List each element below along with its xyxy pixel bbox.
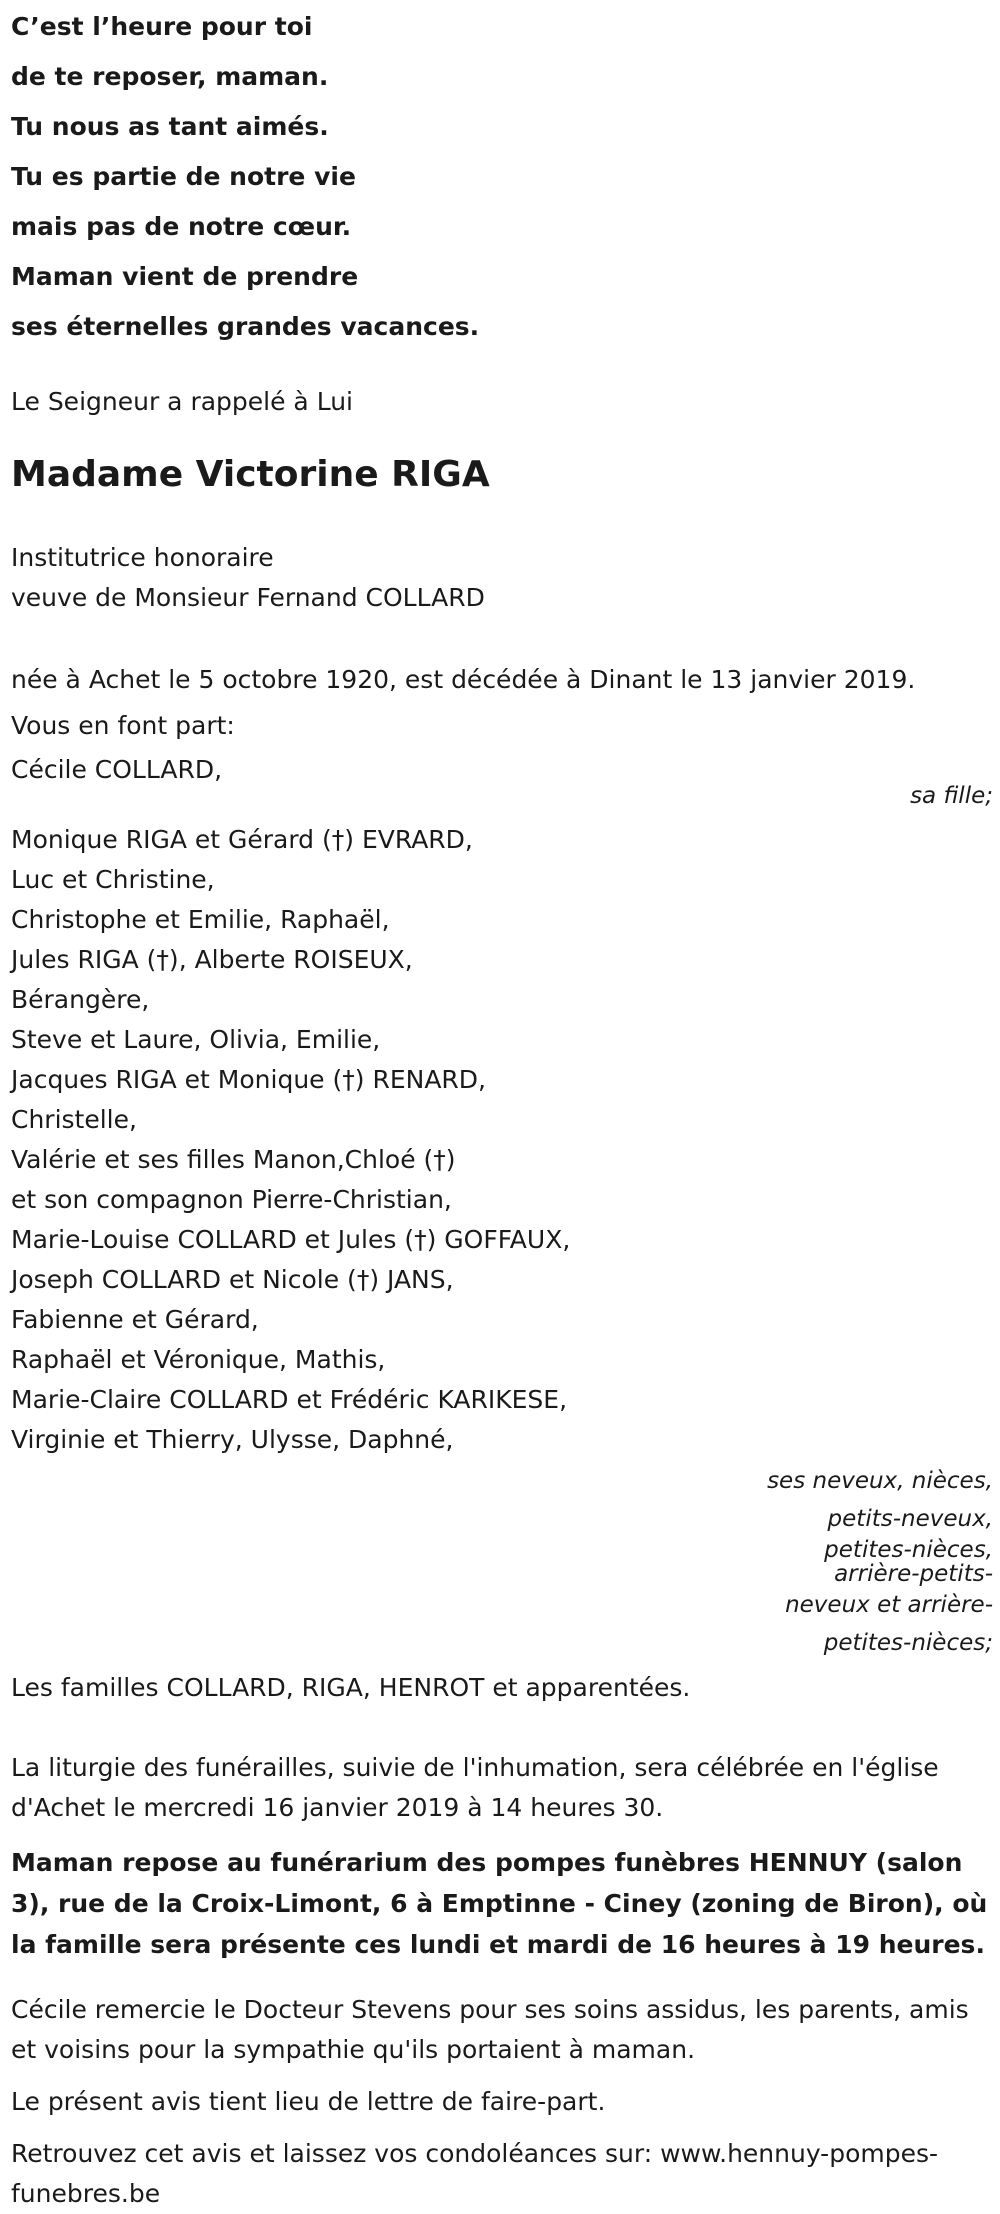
- relative-line: Valérie et ses filles Manon,Chloé (†): [11, 1145, 456, 1174]
- poem: [11, 2, 993, 352]
- website-line: Retrouvez cet avis et laissez vos condoléances sur: www.hennuy-pompes-funebres.be: [11, 2139, 939, 2208]
- role-line: petites-nièces,: [824, 1537, 993, 1563]
- role-line: neveux et arrière-: [785, 1592, 993, 1618]
- relative-line: Fabienne et Gérard,: [11, 1305, 259, 1334]
- funeral-home-paragraph: Maman repose au funérarium des pompes funèbres HENNUY (salon 3), rue de la Croix-Limont, 6 à Emptinne - Ciney (zoning de Biron), où la famille sera présente ces lundi et mardi de 16 heures à 19 heures.: [11, 1848, 988, 1959]
- daughter-role: sa fille;: [910, 783, 993, 809]
- relative-line: Christophe et Emilie, Raphaël,: [11, 905, 390, 934]
- families-line: Les familles COLLARD, RIGA, HENROT et apparentées.: [11, 1673, 691, 1702]
- relative-line: Steve et Laure, Olivia, Emilie,: [11, 1025, 381, 1054]
- notice-line: Le présent avis tient lieu de lettre de faire-part.: [11, 2087, 606, 2116]
- relative-line: Raphaël et Véronique, Mathis,: [11, 1345, 386, 1374]
- relatives-role: [11, 1462, 993, 1662]
- relative-line: et son compagnon Pierre-Christian,: [11, 1185, 452, 1214]
- poem-line: Tu es partie de notre vie: [11, 162, 356, 191]
- deceased-titles: [11, 538, 993, 618]
- role-line: petites-nièces;: [823, 1630, 993, 1656]
- relative-line: Marie-Louise COLLARD et Jules (†) GOFFAUX,: [11, 1225, 571, 1254]
- role-line: ses neveux, nièces,: [767, 1468, 993, 1494]
- birth-death-line: née à Achet le 5 octobre 1920, est décédée à Dinant le 13 janvier 2019.: [11, 665, 916, 694]
- relative-line: Marie-Claire COLLARD et Frédéric KARIKESE,: [11, 1385, 568, 1414]
- relative-line: Jules RIGA (†), Alberte ROISEUX,: [11, 945, 413, 974]
- relative-line: Christelle,: [11, 1105, 137, 1134]
- liturgy-paragraph: La liturgie des funérailles, suivie de l'inhumation, sera célébrée en l'église d'Achet le mercredi 16 janvier 2019 à 14 heures 30.: [11, 1753, 939, 1822]
- intro-text: Le Seigneur a rappelé à Lui: [11, 387, 353, 416]
- relative-line: Bérangère,: [11, 985, 150, 1014]
- role-line: arrière-petits-: [834, 1561, 993, 1587]
- role-line: petits-neveux,: [827, 1506, 993, 1532]
- daughter-line: Cécile COLLARD,: [11, 755, 223, 784]
- poem-line: Tu nous as tant aimés.: [11, 112, 329, 141]
- poem-line: de te reposer, maman.: [11, 62, 329, 91]
- poem-line: ses éternelles grandes vacances.: [11, 312, 480, 341]
- relative-line: Monique RIGA et Gérard (†) EVRARD,: [11, 825, 473, 854]
- title-line: Institutrice honoraire: [11, 543, 274, 572]
- deceased-name: Madame Victorine RIGA: [11, 454, 490, 495]
- relative-line: Luc et Christine,: [11, 865, 215, 894]
- relatives-list: [11, 820, 993, 1460]
- relative-line: Joseph COLLARD et Nicole (†) JANS,: [11, 1265, 454, 1294]
- poem-line: C’est l’heure pour toi: [11, 12, 313, 41]
- relative-line: Jacques RIGA et Monique (†) RENARD,: [11, 1065, 486, 1094]
- thanks-paragraph: Cécile remercie le Docteur Stevens pour ses soins assidus, les parents, amis et voisins pour la sympathie qu'ils portaient à maman.: [11, 1995, 969, 2064]
- poem-line: Maman vient de prendre: [11, 262, 359, 291]
- obituary-notice: [11, 0, 993, 2214]
- title-line: veuve de Monsieur Fernand COLLARD: [11, 583, 485, 612]
- poem-line: mais pas de notre cœur.: [11, 212, 352, 241]
- relative-line: Virginie et Thierry, Ulysse, Daphné,: [11, 1425, 454, 1454]
- announce-line: Vous en font part:: [11, 711, 235, 740]
